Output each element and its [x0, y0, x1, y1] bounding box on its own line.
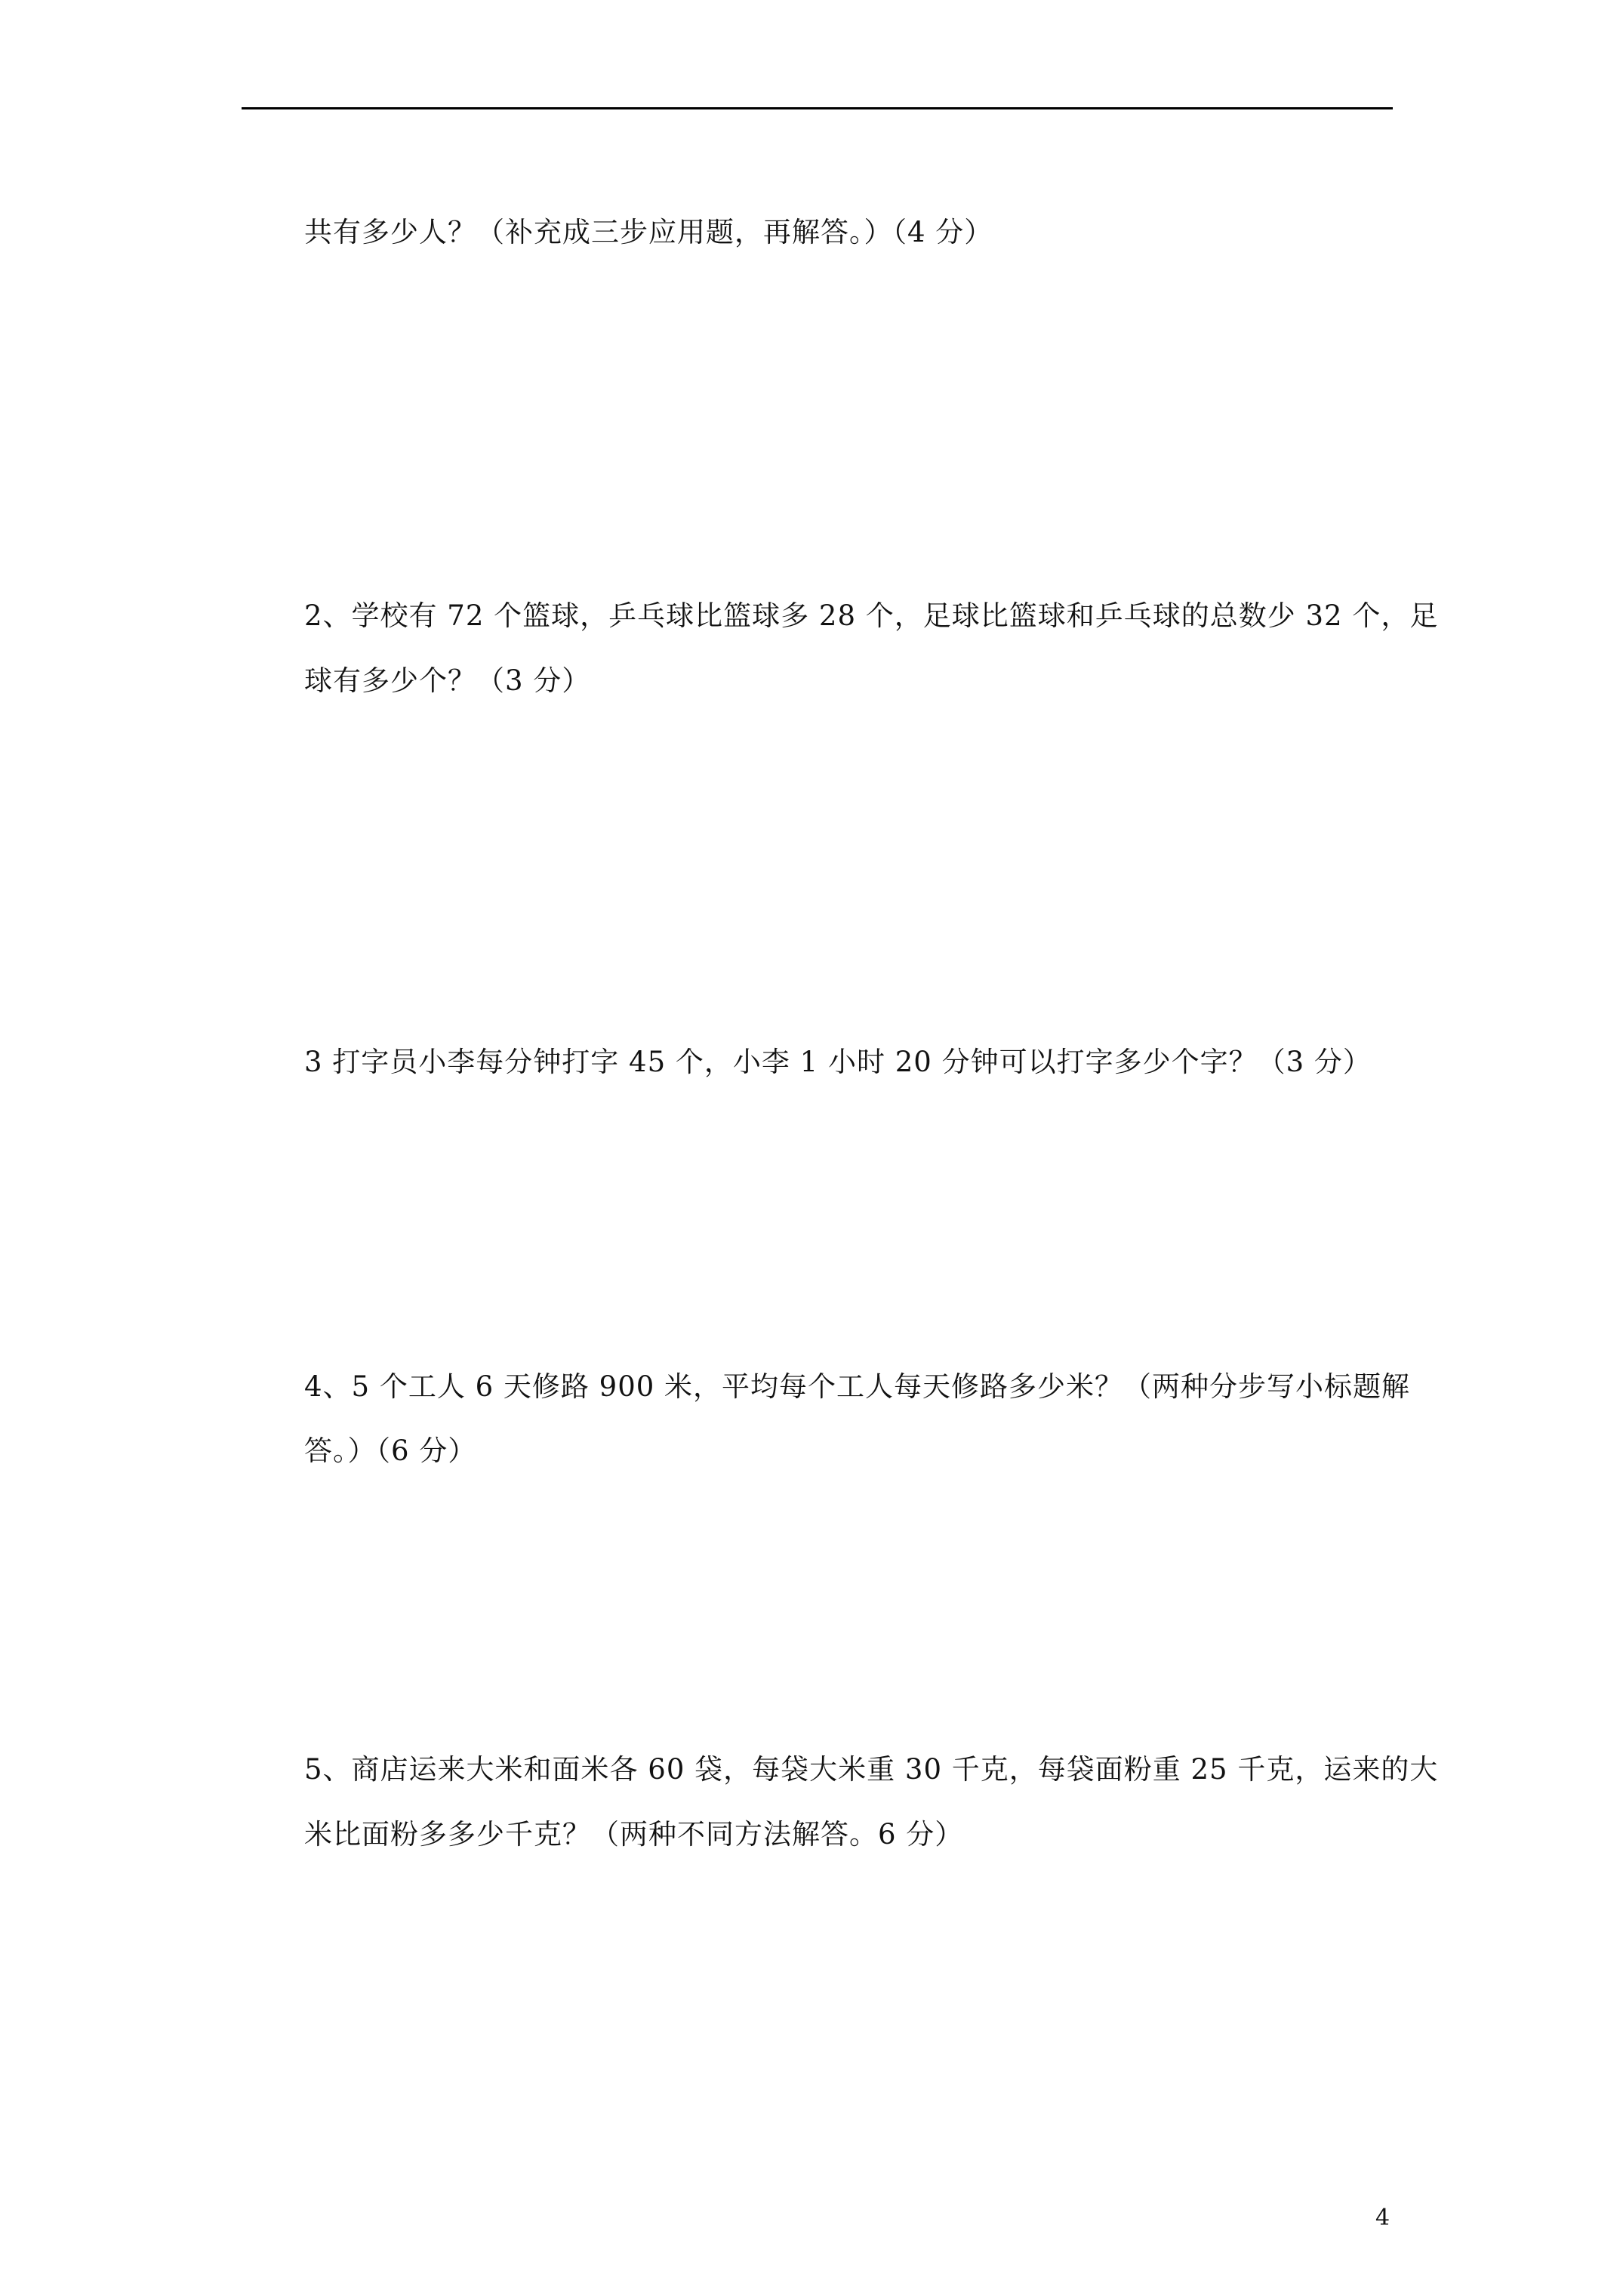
problem-line: 3 打字员小李每分钟打字 45 个，小李 1 小时 20 分钟可以打字多少个字？（3 分） [304, 1046, 1372, 1078]
page-number: 4 [1375, 2205, 1390, 2231]
problem-line: 米比面粉多多少千克？（两种不同方法解答。6 分） [304, 1818, 964, 1851]
problem-line: 5、商店运来大米和面米各 60 袋，每袋大米重 30 千克，每袋面粉重 25 千克，运来的大 [304, 1753, 1439, 1786]
problem-line: 答。）（6 分） [304, 1435, 477, 1467]
problem-line: 4、5 个工人 6 天修路 900 米，平均每个工人每天修路多少米？（两种分步写小标题解 [304, 1370, 1411, 1403]
problem-line: 2、学校有 72 个篮球，乒乓球比篮球多 28 个，足球比篮球和乒乓球的总数少 32 个，足 [304, 599, 1439, 632]
problem-line: 共有多少人？（补充成三步应用题，再解答。）（4 分） [304, 216, 993, 248]
problem-line: 球有多少个？（3 分） [304, 664, 591, 697]
header-rule [242, 107, 1393, 109]
